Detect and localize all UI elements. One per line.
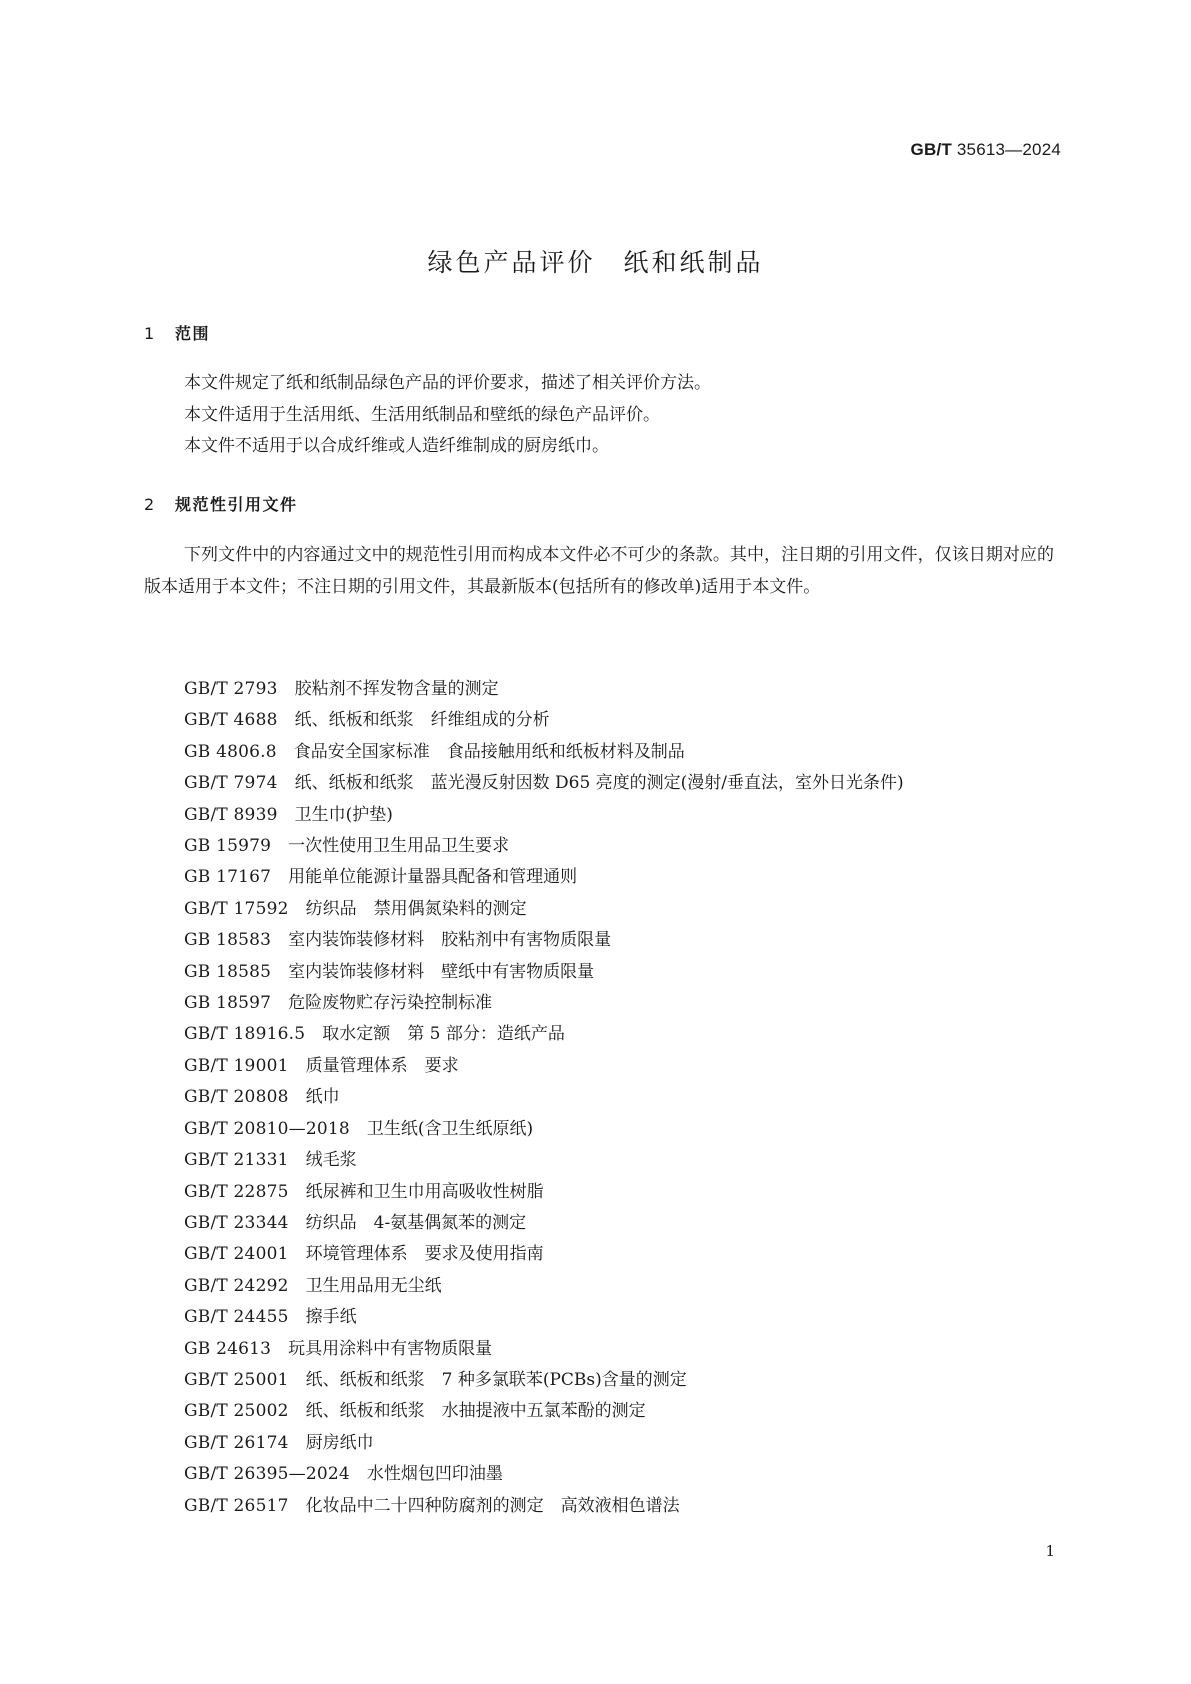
reference-title: 质量管理体系 要求 [305, 1055, 459, 1076]
reference-title: 纺织品 禁用偶氮染料的测定 [305, 898, 527, 919]
reference-title: 纸、纸板和纸浆 7 种多氯联苯(PCBs)含量的测定 [305, 1369, 687, 1390]
reference-item [184, 1334, 904, 1365]
reference-code: GB 18585 [184, 961, 272, 982]
reference-item [184, 1302, 904, 1333]
reference-title: 纸、纸板和纸浆 纤维组成的分析 [294, 710, 550, 731]
section-1-heading [144, 321, 210, 344]
reference-code: GB/T 4688 [184, 710, 278, 731]
section-1-title: 范围 [175, 324, 211, 343]
reference-code: GB/T 21331 [184, 1150, 289, 1171]
page-number: 1 [1045, 1542, 1055, 1560]
reference-code: GB/T 18916.5 [184, 1024, 306, 1045]
reference-title: 纸巾 [305, 1087, 340, 1108]
reference-item [184, 1428, 904, 1459]
reference-title: 化妆品中二十四种防腐剂的测定 高效液相色谱法 [305, 1495, 680, 1516]
reference-title: 纸、纸板和纸浆 蓝光漫反射因数 D65 亮度的测定(漫射/垂直法，室外日光条件) [294, 773, 904, 794]
section-1-body [144, 368, 1054, 463]
reference-item [184, 1239, 904, 1270]
reference-code: GB 18597 [184, 993, 272, 1014]
reference-item [184, 1177, 904, 1208]
reference-code: GB/T 17592 [184, 898, 289, 919]
reference-title: 室内装饰装修材料 胶粘剂中有害物质限量 [288, 930, 612, 951]
reference-title: 绒毛浆 [305, 1150, 357, 1171]
reference-title: 环境管理体系 要求及使用指南 [305, 1244, 544, 1265]
reference-title: 一次性使用卫生用品卫生要求 [288, 836, 510, 857]
reference-title: 危险废物贮存污染控制标准 [288, 993, 493, 1014]
reference-item [184, 1051, 904, 1082]
reference-code: GB 24613 [184, 1338, 272, 1359]
reference-item [184, 1019, 904, 1050]
references-intro-paragraph: 下列文件中的内容通过文中的规范性引用而构成本文件必不可少的条款。其中，注日期的引用文件，仅该日期对应的版本适用于本文件；不注日期的引用文件，其最新版本(包括所有的修改单)适用于本文件。 [144, 545, 1054, 597]
reference-code: GB 15979 [184, 836, 272, 857]
section-2-intro [144, 540, 1054, 603]
reference-title: 玩具用涂料中有害物质限量 [288, 1338, 493, 1359]
reference-code: GB/T 26517 [184, 1495, 289, 1516]
reference-code: GB/T 26174 [184, 1432, 289, 1453]
document-code [911, 140, 1061, 160]
reference-item [184, 1491, 904, 1522]
reference-title: 卫生纸(含卫生纸原纸) [366, 1118, 534, 1139]
reference-item [184, 1459, 904, 1490]
reference-code: GB/T 23344 [184, 1212, 289, 1233]
reference-item [184, 862, 904, 893]
reference-title: 擦手纸 [305, 1307, 357, 1328]
reference-item [184, 925, 904, 956]
reference-title: 取水定额 第 5 部分：造纸产品 [322, 1024, 565, 1045]
document-code-prefix: GB/T [910, 140, 952, 159]
reference-title: 室内装饰装修材料 壁纸中有害物质限量 [288, 961, 595, 982]
reference-code: GB/T 25002 [184, 1401, 289, 1422]
reference-code: GB/T 24292 [184, 1275, 289, 1296]
section-2-number: 2 [144, 495, 156, 514]
reference-title: 水性烟包凹印油墨 [366, 1464, 503, 1485]
reference-item [184, 1208, 904, 1239]
reference-code: GB/T 2793 [184, 679, 278, 699]
reference-item [184, 988, 904, 1019]
reference-item [184, 957, 904, 988]
section-2-title: 规范性引用文件 [175, 495, 298, 514]
reference-title: 卫生用品用无尘纸 [305, 1275, 442, 1296]
reference-item [184, 800, 904, 831]
reference-item [184, 674, 904, 705]
reference-item [184, 1365, 904, 1396]
reference-item [184, 705, 904, 736]
scope-paragraph-3: 本文件不适用于以合成纤维或人造纤维制成的厨房纸巾。 [184, 436, 609, 456]
reference-code: GB/T 22875 [184, 1181, 289, 1202]
reference-item [184, 1271, 904, 1302]
reference-code: GB/T 24001 [184, 1244, 289, 1265]
reference-code: GB/T 24455 [184, 1307, 289, 1328]
reference-code: GB/T 8939 [184, 804, 278, 825]
reference-code: GB/T 20808 [184, 1087, 289, 1108]
reference-code: GB/T 7974 [184, 773, 278, 794]
reference-item [184, 1114, 904, 1145]
reference-item [184, 831, 904, 862]
reference-title: 卫生巾(护垫) [294, 804, 393, 825]
reference-code: GB/T 26395—2024 [184, 1464, 350, 1485]
reference-title: 厨房纸巾 [305, 1432, 374, 1453]
reference-item [184, 737, 904, 768]
reference-code: GB 18583 [184, 930, 272, 951]
scope-paragraph-1: 本文件规定了纸和纸制品绿色产品的评价要求，描述了相关评价方法。 [184, 373, 711, 393]
reference-title: 食品安全国家标准 食品接触用纸和纸板材料及制品 [293, 741, 685, 762]
reference-code: GB 17167 [184, 867, 272, 888]
reference-item [184, 894, 904, 925]
reference-code: GB/T 20810—2018 [184, 1118, 350, 1139]
section-1-number: 1 [144, 324, 156, 343]
document-title: 绿色产品评价 纸和纸制品 [427, 248, 764, 277]
reference-item [184, 768, 904, 799]
reference-title: 纸尿裤和卫生巾用高吸收性树脂 [305, 1181, 544, 1202]
reference-item [184, 1396, 904, 1427]
document-code-number: 35613—2024 [956, 140, 1061, 159]
normative-references-list [184, 674, 904, 1522]
scope-paragraph-2: 本文件适用于生活用纸、生活用纸制品和壁纸的绿色产品评价。 [184, 404, 660, 425]
reference-code: GB/T 25001 [184, 1369, 289, 1390]
reference-title: 用能单位能源计量器具配备和管理通则 [288, 867, 578, 888]
reference-code: GB/T 19001 [184, 1055, 289, 1076]
reference-code: GB 4806.8 [184, 741, 277, 762]
reference-item [184, 1145, 904, 1176]
reference-title: 胶粘剂不挥发物含量的测定 [294, 679, 499, 699]
reference-item [184, 1082, 904, 1113]
section-2-heading [144, 492, 298, 515]
reference-title: 纸、纸板和纸浆 水抽提液中五氯苯酚的测定 [305, 1401, 646, 1422]
reference-title: 纺织品 4-氨基偶氮苯的测定 [305, 1212, 527, 1233]
